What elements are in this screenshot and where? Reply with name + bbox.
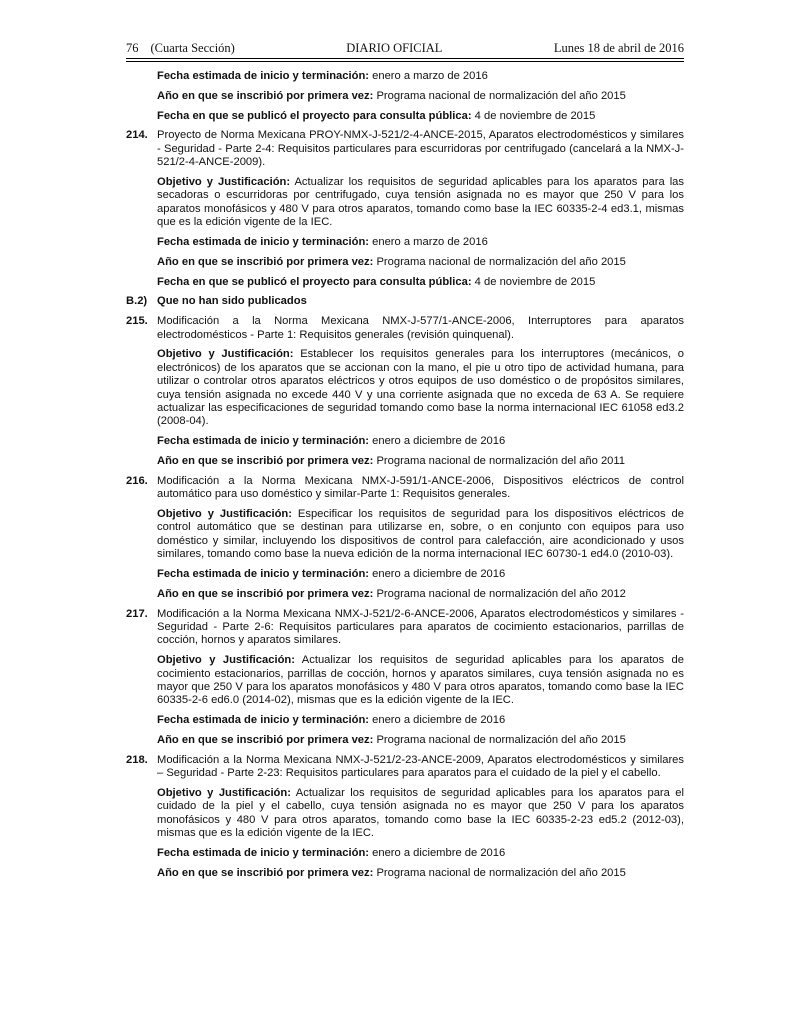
objetivo-paragraph: Objetivo y Justificación: Actualizar los requisitos de seguridad aplicables para los aparatos para el cuidado de la piel y el cabello, cuya tensión asignada no es mayor que 250 V para los aparatos monofásicos y 480 V para otros aparatos, tomando como base la IEC 60335-2-23 ed5.2 (2012-03), mismas que es la edición vigente de la IEC. (157, 787, 684, 840)
anio-line: Año en que se inscribió por primera vez: Programa nacional de normalización del año 2011 (157, 455, 626, 468)
objetivo-paragraph: Objetivo y Justificación: Actualizar los requisitos de seguridad aplicables para los aparatos de cocimiento estacionarios, parrillas de cocción, hornos y aparatos similares, cuya tensión asignada no es mayor que 250 V para los aparatos monofásicos y 480 V para otros aparatos, tomando como base la IEC 60335-2-6 ed6.0 (2014-02), mismas que es la edición vigente de la IEC. (157, 654, 684, 707)
item-title: Modificación a la Norma Mexicana NMX-J-577/1-ANCE-2006, Interruptores para aparatos electrodomésticos - Parte 1: Requisitos generales (revisión quinquenal). (157, 315, 684, 341)
item-title: Modificación a la Norma Mexicana NMX-J-521/2-6-ANCE-2006, Aparatos electrodomésticos y similares - Seguridad - Parte 2-6: Requisitos particulares para aparatos de cocimiento estacionarios, parrillas de cocción, hornos y aparatos similares. (157, 607, 684, 647)
item-number: 215. (126, 315, 148, 328)
page-header (126, 40, 684, 56)
item-number: 218. (126, 753, 148, 766)
page-number: 76 (126, 41, 139, 55)
anio-line: Año en que se inscribió por primera vez: Programa nacional de normalización del año 2015 (157, 734, 626, 747)
item-title: Modificación a la Norma Mexicana NMX-J-591/1-ANCE-2006, Dispositivos eléctricos de control automático para uso doméstico y similar-Parte 1: Requisitos generales. (157, 474, 684, 501)
fecha-line: Fecha estimada de inicio y terminación: enero a diciembre de 2016 (157, 847, 506, 860)
anio-line: Año en que se inscribió por primera vez: Programa nacional de normalización del año 2015 (157, 866, 626, 879)
fecha-line: Fecha estimada de inicio y terminación: enero a diciembre de 2016 (157, 435, 506, 448)
section-label: (Cuarta Sección) (150, 41, 235, 55)
fecha-line: Fecha estimada de inicio y terminación: enero a diciembre de 2016 (157, 568, 506, 581)
objetivo-paragraph: Objetivo y Justificación: Especificar los requisitos de seguridad para los dispositivos eléctricos de control automático que se destinan para utilizarse en, sobre, o en conjunto con equipos para uso doméstico y similar, incluyendo los dispositivos de control para calefacción, aire acondicionado y usos similares, tomando como base la nueva edición de la norma internacional IEC 60730-1 ed4.0 (2010-03). (157, 508, 684, 561)
document-body (126, 70, 684, 880)
fecha-line: Fecha estimada de inicio y terminación: enero a marzo de 2016 (157, 236, 488, 249)
item-number: 217. (126, 607, 148, 620)
objetivo-paragraph: Objetivo y Justificación: Actualizar los requisitos de seguridad aplicables para los aparatos para las secadoras o escurridoras por centrifugado, cuya tensión asignada no es mayor que 250 V para los aparatos monofásicos y 480 V para otros aparatos, tomando como base la IEC 60335-2-4 ed3.1, mismas que es la edición vigente de la IEC. (157, 176, 684, 229)
objetivo-paragraph: Objetivo y Justificación: Establecer los requisitos generales para los interruptores (mecánicos, o electrónicos) de los aparatos que se accionan con la mano, el pie u otro tipo de actividad humana, para utilizar o controlar otros aparatos eléctricos y otros equipos de uso doméstico o de propósitos similares, cuya tensión asignada no excede 440 V y una corriente asignada que no exceda de 63 A. Se requiere actualizar las especificaciones de seguridad tomando como base la norma internacional IEC 61058 ed3.2 (2008-04). (157, 348, 684, 428)
header-rule-thin (126, 61, 684, 62)
publication-date: Lunes 18 de abril de 2016 (553, 41, 684, 55)
header-rule (126, 58, 684, 59)
item-title: Proyecto de Norma Mexicana PROY-NMX-J-521/2-4-ANCE-2015, Aparatos electrodomésticos y similares - Seguridad - Parte 2-4: Requisitos particulares para escurridoras por centrifugado (cancelará a la NMX-J-521/2-4-ANCE-2009). (157, 129, 684, 169)
list-item (126, 129, 684, 169)
fecha-line: Fecha estimada de inicio y terminación: enero a diciembre de 2016 (157, 714, 506, 727)
anio-line: Año en que se inscribió por primera vez: Programa nacional de normalización del año 2015 (157, 89, 626, 102)
publication-title: DIARIO OFICIAL (346, 41, 443, 55)
item-title: Modificación a la Norma Mexicana NMX-J-521/2-23-ANCE-2009, Aparatos electrodomésticos y similares – Seguridad - Parte 2-23: Requisitos particulares para aparatos para el cuidado de la piel y el cabello. (157, 753, 684, 780)
anio-line: Año en que se inscribió por primera vez: Programa nacional de normalización del año 2015 (157, 255, 626, 268)
publico-line: Fecha en que se publicó el proyecto para consulta pública: 4 de noviembre de 2015 (157, 275, 596, 288)
item-number: 214. (126, 129, 148, 142)
list-item (126, 608, 684, 648)
item-number: 216. (126, 474, 148, 487)
section-heading: B.2) Que no han sido publicados (126, 295, 307, 308)
publico-line: Fecha en que se publicó el proyecto para consulta pública: 4 de noviembre de 2015 (157, 109, 596, 122)
list-item (126, 754, 684, 781)
anio-line: Año en que se inscribió por primera vez: Programa nacional de normalización del año 2012 (157, 587, 626, 600)
list-item (126, 315, 684, 342)
document-page (126, 40, 684, 887)
fecha-line: Fecha estimada de inicio y terminación: enero a marzo de 2016 (157, 70, 488, 82)
list-item (126, 475, 684, 502)
